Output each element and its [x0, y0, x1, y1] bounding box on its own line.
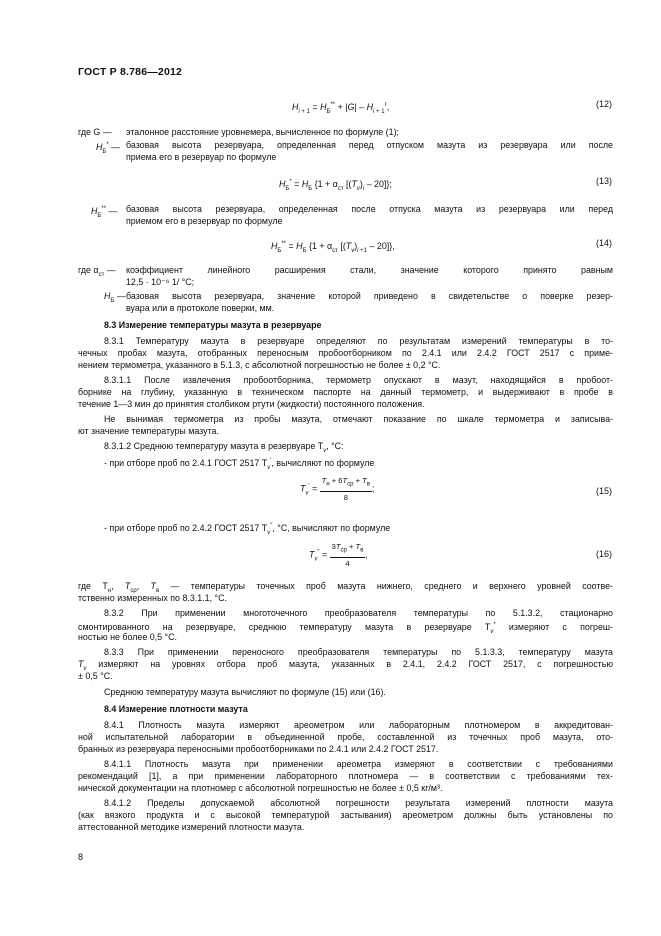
para-average-temperature: Среднюю температуру мазута вычисляют по формуле (15) или (16). [104, 687, 386, 697]
para-8-4-1-2-line1: 8.4.1.2 Пределы допускаемой абсолютной погрешности результата измерений плотности мазута [104, 798, 613, 808]
equation-number-15: (15) [595, 486, 612, 496]
bullet-2-4-2-end: , °C, вычисляют по формуле [272, 522, 391, 533]
para-8-4-1-line2: ной испытательной лаборатории в объединенной пробе, составленной из точечных проб мазута, ото- [78, 732, 613, 742]
hb-symbol: $H_Б$ — [104, 291, 126, 304]
para-8-3-1-1-line3: течение 1—3 мин до принятия столбиком ртути (жидкости) постоянного положения. [78, 399, 425, 409]
para-8-3-2-line3: ностью не более 0,5 °C. [78, 632, 177, 642]
bullet-2-4-1-end: , вычисляют по формуле [271, 457, 375, 468]
equation-number-12: (12) [595, 99, 612, 109]
para-8-4-1-line3: бранных из резервуара переносными пробоотборниками по 2.4.1 или 2.4.2 ГОСТ 2517. [78, 744, 439, 754]
where-t-label: где T [78, 581, 108, 591]
bullet-2-4-1: - при отборе проб по 2.4.1 ГОСТ 2517 $T_v'$, вычисляют по формуле [104, 457, 375, 471]
formula-14: $H_Б^{**} = H_Б$ {$1 + \alpha_{ст}$ $[(T_v)_{i +1} - 20]$}, [271, 240, 395, 254]
page-number: 8 [78, 852, 84, 862]
para-record-line2: ют значение температуры мазута. [78, 426, 219, 436]
para-8-3-1-line2: чечных пробах мазута, отобранных переносным пробоотборником по 2.4.1 или 2.4.2 ГОСТ 2517 с приме- [78, 348, 613, 358]
hb-star-definition-line2: приема его в резервуар по формуле [126, 152, 277, 162]
para-8-3-1-line3: нением термометра, указанного в 5.1.3, с абсолютной погрешностью не более ± 0,2 °C. [78, 360, 441, 370]
para-8-3-2-end: измеряют с погреш- [495, 621, 614, 632]
para-record-line1: Не вынимая термометра из пробы мазута, отмечают показание по шкале термометра и записыва- [104, 414, 613, 424]
hb-star-symbol: $H_Б^*$ — [96, 141, 121, 155]
hb-2star-definition-line1: базовая высота резервуара, определенная после отпуска мазута из резервуара или перед [126, 204, 613, 214]
bullet-2-4-2-text: - при отборе проб по 2.4.2 ГОСТ 2517 T [104, 522, 268, 533]
hb-definition-line2: вуара или в протоколе поверки, мм. [126, 303, 275, 313]
para-8-3-3-line3: ± 0,5 °C. [78, 671, 113, 681]
para-8-4-1-1-line3: нической документации на плотномер с абсолютной погрешностью не более ± 0,5 кг/м³. [78, 783, 443, 793]
hb-definition-line1: базовая высота резервуара, значение которой приведено в свидетельстве о поверке резер- [126, 291, 613, 301]
hb-star-definition-line1: базовая высота резервуара, определенная перед отпуском мазута из резервуара или после [126, 140, 613, 150]
formula-16: $T_v''$ = $\frac{3T_{ср} + T_в}{4}$ , [309, 542, 368, 568]
hb-2star-definition-line2: приемом его в резервуар по формуле [126, 216, 283, 226]
para-8-3-2-line2: смонтированного на резервуаре, среднюю температуру мазута в резервуаре $T_v^*$ измеряют с погреш- [78, 621, 614, 635]
bullet-2-4-2: - при отборе проб по 2.4.2 ГОСТ 2517 $T_v''$, °C, вычисляют по формуле [104, 522, 391, 536]
where-temperatures-text: — температуры точечных проб мазута нижнего, среднего и верхнего уровней соотве- [159, 581, 613, 591]
standard-header: ГОСТ Р 8.786—2012 [78, 66, 183, 78]
para-8-3-1-1-line1: 8.3.1.1 После извлечения пробоотборника, термометр опускают в мазут, находящийся в пробоот- [104, 375, 613, 385]
para-8-3-1-2: 8.3.1.2 Среднюю температуру мазута в резервуаре $T_v$, °C: [104, 441, 344, 454]
section-8-3-title: 8.3 Измерение температуры мазута в резервуаре [104, 320, 322, 330]
para-8-3-3-line2: $T_v$ измеряют на уровнях отбора проб мазута, указанных в 2.4.1, 2.4.2 ГОСТ 2517, с погрешностью [78, 659, 613, 672]
alpha-definition-line2: 12,5 · 10⁻⁶ 1/ °C; [126, 277, 195, 287]
para-8-3-3-line1: 8.3.3 При применении переносного преобразователя температуры по 5.1.3.3, температуру мазута [104, 647, 613, 657]
para-8-3-2-text: смонтированного на резервуаре, среднюю температуру мазута в резервуаре T [78, 621, 491, 632]
where-g-label: где G — [78, 127, 112, 137]
section-8-4-title: 8.4 Измерение плотности мазута [104, 704, 248, 714]
para-8-3-3-symbol: T [78, 659, 84, 669]
para-8-4-1-line1: 8.4.1 Плотность мазута измеряют ареометром или лабораторным плотномером в аккредитован- [104, 720, 613, 730]
formula-15: $T_v'$ = $\frac{T_н + 6T_{ср} + T_в}{8}$ ; [300, 476, 375, 502]
where-alpha-label: где $\alpha_{ст}$ — [78, 265, 116, 278]
equation-number-14: (14) [595, 238, 612, 248]
equation-number-16: (16) [595, 549, 612, 559]
equation-number-13: (13) [595, 176, 612, 186]
g-definition: эталонное расстояние уровнемера, вычисленное по формуле (1); [126, 127, 399, 137]
where-temperatures-line2: тственно измеренных по 8.3.1.1, °C. [78, 593, 227, 603]
where-word: где [78, 265, 91, 275]
para-8-4-1-2-line3: аттестованной методике измерений плотности мазута. [78, 822, 305, 832]
where-temperatures-line1: где $T_н$, $T_{ср}$, $T_в$ — температуры точечных проб мазута нижнего, среднего и верхнего уровней соотве- [78, 581, 613, 594]
para-8-3-1-2-text: 8.3.1.2 Среднюю температуру мазута в резервуаре T [104, 441, 324, 451]
para-8-4-1-1-line2: рекомендаций [1], а при применении лабораторного плотномера — в соответствии с требованиями тех- [78, 771, 613, 781]
para-8-3-2-line1: 8.3.2 При применении многоточечного преобразователя температуры по 5.1.3.2, стационарно [104, 608, 613, 618]
para-8-4-1-2-line2: (как вязкого продукта и с высокой температурой застывания) ареометром должны быть установлены по [78, 810, 613, 820]
para-8-3-1-1-line2: борнике на глубину, указанную в техническом паспорте на данный термометр, и выдерживают в пробе в [78, 387, 613, 397]
formula-13: $H_Б^* = H_Б$ {$1 + \alpha_{ст}$ $[(T_v)_i - 20]$}; [279, 178, 392, 192]
para-8-3-1-line1: 8.3.1 Температуру мазута в резервуаре определяют по результатам измерений температуры в то- [104, 336, 613, 346]
hb-2star-symbol: $H_Б^{**}$ — [91, 205, 118, 219]
para-8-3-1-2-unit: , °C: [326, 441, 344, 451]
para-8-4-1-1-line1: 8.4.1.1 Плотность мазута при применении ареометра измеряют в соответствии с требованиями [104, 759, 613, 769]
bullet-2-4-1-text: - при отборе проб по 2.4.1 ГОСТ 2517 T [104, 457, 268, 468]
alpha-definition-line1: коэффициент линейного расширения стали, значение которого принято равным [126, 265, 613, 275]
para-8-3-3-text: измеряют на уровнях отбора проб мазута, указанных в 2.4.1, 2.4.2 ГОСТ 2517, с погрешностью [86, 659, 613, 669]
formula-12: $H_{i + 1} = H_Б^{**} + |G| - H_{i + 1}^г$, [292, 101, 390, 115]
